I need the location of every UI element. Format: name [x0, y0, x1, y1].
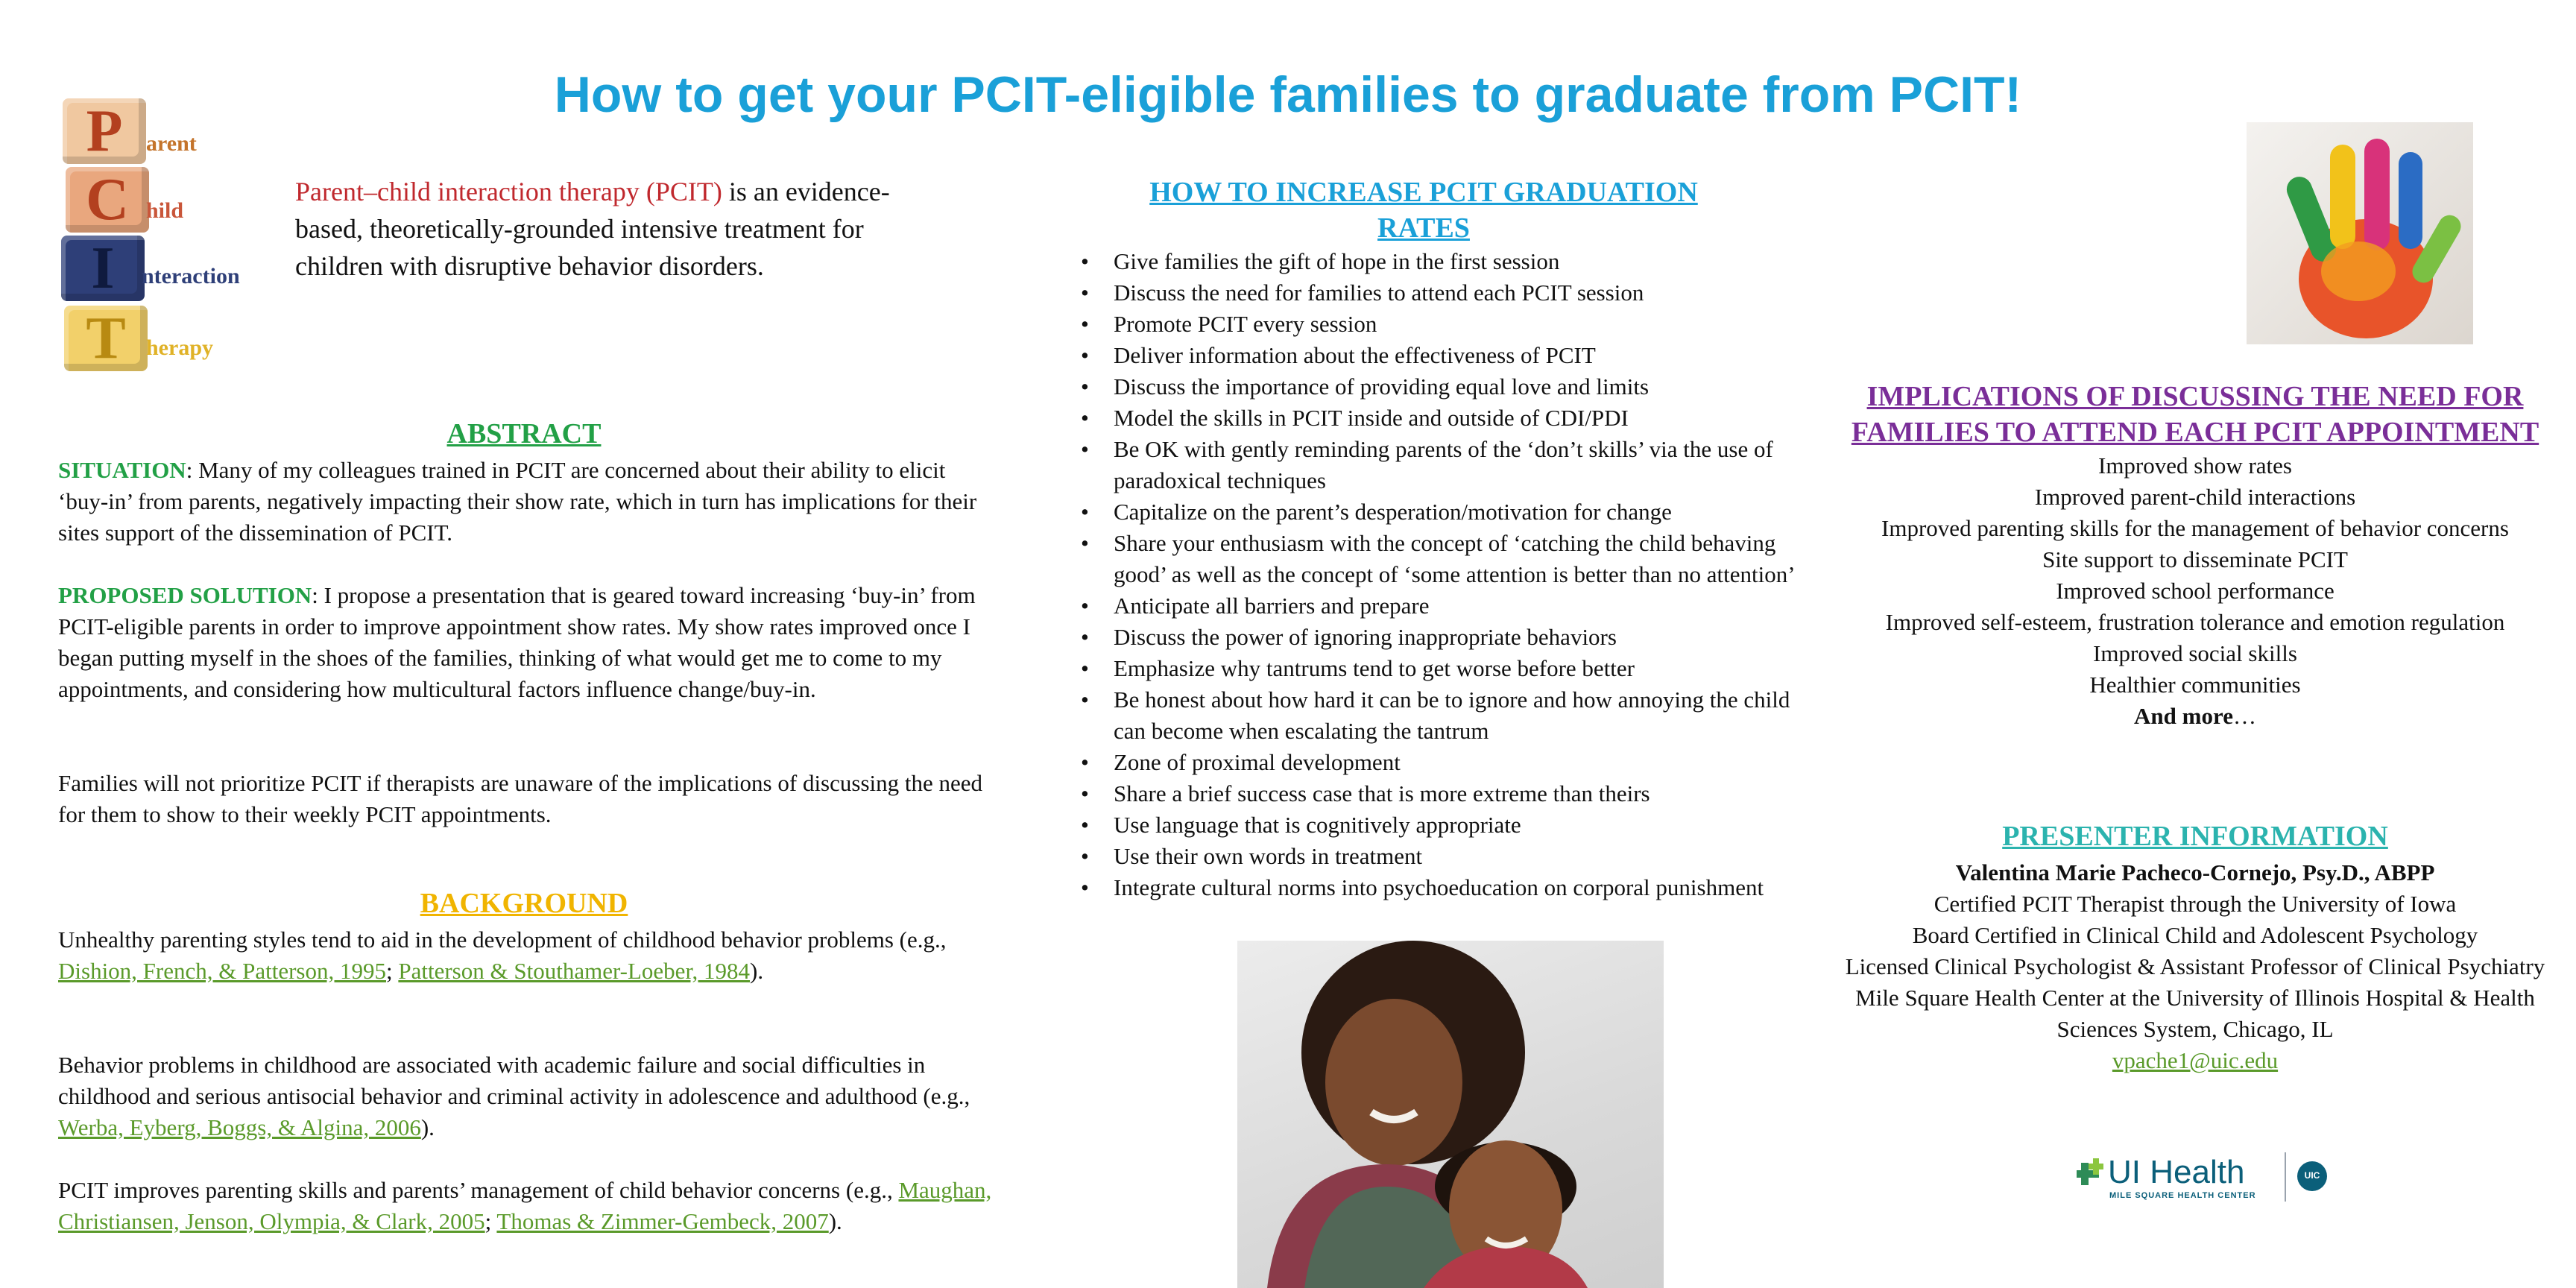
intro-text: is an evidence-based, theoretically-grounded intensive treatment for children with disruptive behavior disorders. [295, 177, 890, 281]
ref-sep: ; [386, 958, 399, 984]
ref-end: ). [828, 1208, 842, 1234]
ref-patterson[interactable]: Patterson & Stouthamer-Loeber, 1984 [398, 958, 751, 984]
list-item: Improved social skills [2093, 640, 2297, 666]
pcit-blocks-logo [58, 95, 282, 379]
list-item: • Emphasize why tantrums tend to get worse before better [1114, 653, 1807, 684]
list-item: Improved school performance [2056, 578, 2334, 604]
list-item: Improved self-esteem, frustration tolerance and emotion regulation [1885, 609, 2505, 635]
increase-heading-line1: HOW TO INCREASE PCIT GRADUATION [1149, 177, 1698, 208]
list-item: • Share a brief success case that is more extreme than theirs [1114, 778, 1807, 809]
list-item: • Be OK with gently reminding parents of the ‘don’t skills’ via the use of paradoxical techniques [1114, 434, 1807, 496]
uic-badge: UIC [2304, 1170, 2320, 1181]
painted-hand-photo [2247, 122, 2473, 344]
situation-text: : Many of my colleagues trained in PCIT are concerned about their ability to elicit ‘buy-in’ from parents, negatively impacting their show rate, which in turn has implications for their sites support of the dissemination of PCIT. [58, 457, 977, 546]
presenter-info [1819, 857, 2572, 1076]
block-t: T [64, 306, 148, 371]
list-item: • Be honest about how hard it can be to ignore and how annoying the child can become when escalating the tantrum [1114, 684, 1807, 747]
list-item: • Capitalize on the parent’s desperation/motivation for change [1114, 496, 1807, 528]
abstract-situation [58, 455, 997, 549]
background-heading: BACKGROUND [420, 888, 628, 919]
presenter-email-link[interactable]: vpache1@uic.edu [2112, 1047, 2279, 1073]
ui-health-sub: MILE SQUARE HEALTH CENTER [2109, 1191, 2256, 1200]
implications-heading-line2: FAMILIES TO ATTEND EACH PCIT APPOINTMENT [1851, 417, 2539, 448]
background-p1 [58, 924, 997, 987]
abstract-closing: Families will not prioritize PCIT if therapists are unaware of the implications of discussing the need for them to show to their weekly PCIT appointments. [58, 770, 983, 827]
background-p2 [58, 1049, 997, 1143]
block-word-parent: arent [146, 131, 197, 156]
list-item: • Discuss the importance of providing equal love and limits [1114, 371, 1807, 402]
background-p3-text: PCIT improves parenting skills and parents’ management of child behavior concerns (e.g., [58, 1177, 899, 1203]
list-item: • Zone of proximal development [1114, 747, 1807, 778]
list-item: Site support to disseminate PCIT [2042, 546, 2348, 572]
list-item: Improved parent-child interactions [2034, 484, 2356, 510]
ref-end: ). [750, 958, 764, 984]
abstract-heading: ABSTRACT [446, 418, 602, 449]
list-item: • Promote PCIT every session [1114, 309, 1807, 340]
list-item: • Discuss the need for families to attend each PCIT session [1114, 277, 1807, 309]
presenter-line: Mile Square Health Center at the University of Illinois Hospital & Health Sciences System, Chicago, IL [1855, 985, 2535, 1042]
intro-paragraph [295, 173, 906, 285]
block-word-child: hild [146, 198, 184, 223]
list-item: Healthier communities [2089, 672, 2301, 698]
intro-highlight: Parent–child interaction therapy (PCIT) [295, 177, 722, 206]
situation-label: SITUATION [58, 457, 186, 483]
list-item: • Model the skills in PCIT inside and outside of CDI/PDI [1114, 402, 1807, 434]
list-item: • Integrate cultural norms into psychoeducation on corporal punishment [1114, 872, 1807, 903]
list-item: • Give families the gift of hope in the first session [1114, 246, 1807, 277]
ref-sep: ; [484, 1208, 497, 1234]
presenter-line: Board Certified in Clinical Child and Adolescent Psychology [1912, 922, 2478, 948]
list-item: • Discuss the power of ignoring inappropriate behaviors [1114, 622, 1807, 653]
ref-thomas[interactable]: Thomas & Zimmer-Gembeck, 2007 [496, 1208, 829, 1234]
ui-health-logo [2077, 1149, 2337, 1209]
presenter-name: Valentina Marie Pacheco-Cornejo, Psy.D., ABPP [1955, 859, 2435, 886]
solution-text: : I propose a presentation that is geared toward increasing ‘buy-in’ from PCIT-eligible parents in order to improve appointment show rates. My show rates improved once I began putting myself in the shoes of the families, thinking of what would get me to come to my appointments, and considering how multicultural factors influence change/buy-in. [58, 582, 976, 702]
more-bold: And more [2134, 703, 2233, 729]
list-item: Improved show rates [2098, 452, 2292, 479]
increase-list [1081, 246, 1807, 903]
implications-list [1819, 450, 2572, 732]
list-item: • Deliver information about the effectiveness of PCIT [1114, 340, 1807, 371]
block-word-therapy: herapy [146, 335, 213, 360]
ui-health-name: UI Health [2108, 1154, 2245, 1190]
list-item: • Use their own words in treatment [1114, 841, 1807, 872]
mother-child-photo [1237, 941, 1664, 1288]
increase-heading-line2: RATES [1377, 212, 1470, 244]
presenter-line: Certified PCIT Therapist through the University of Iowa [1933, 891, 2457, 917]
more-tail: … [2232, 703, 2256, 729]
ref-werba[interactable]: Werba, Eyberg, Boggs, & Algina, 2006 [58, 1114, 421, 1140]
block-word-interaction: nteraction [142, 264, 240, 288]
list-item: • Anticipate all barriers and prepare [1114, 590, 1807, 622]
list-item: • Share your enthusiasm with the concept of ‘catching the child behaving good’ as well as the concept of ‘some attention is better than no attention’ [1114, 528, 1807, 590]
ref-end: ). [420, 1114, 435, 1140]
list-item-more [1819, 701, 2572, 732]
presenter-line: Licensed Clinical Psychologist & Assistant Professor of Clinical Psychiatry [1845, 953, 2545, 979]
abstract-solution [58, 580, 997, 705]
list-item: • Use language that is cognitively appropriate [1114, 809, 1807, 841]
implications-heading-line1: IMPLICATIONS OF DISCUSSING THE NEED FOR [1866, 381, 2524, 412]
block-p: P [63, 98, 146, 164]
ref-dishion[interactable]: Dishion, French, & Patterson, 1995 [58, 958, 386, 984]
background-p1-text: Unhealthy parenting styles tend to aid in the development of childhood behavior problems (e.g., [58, 926, 947, 953]
list-item: Improved parenting skills for the management of behavior concerns [1881, 515, 2509, 541]
presenter-heading: PRESENTER INFORMATION [2002, 821, 2388, 852]
background-p3 [58, 1175, 997, 1237]
background-p2-text: Behavior problems in childhood are associated with academic failure and social difficulties in childhood and serious antisocial behavior and criminal activity in adolescence and adulthood (e.g., [58, 1052, 970, 1109]
block-i: I [61, 236, 145, 301]
block-c: C [66, 167, 149, 233]
poster-title: How to get your PCIT-eligible families to graduate from PCIT! [554, 66, 2022, 123]
solution-label: PROPOSED SOLUTION [58, 582, 312, 608]
implications-heading [1819, 379, 2572, 450]
ref-maughan[interactable]: Maughan, Christiansen, Jenson, Olympia, & Clark, 2005 [58, 1177, 992, 1234]
increase-heading [1088, 174, 1759, 246]
